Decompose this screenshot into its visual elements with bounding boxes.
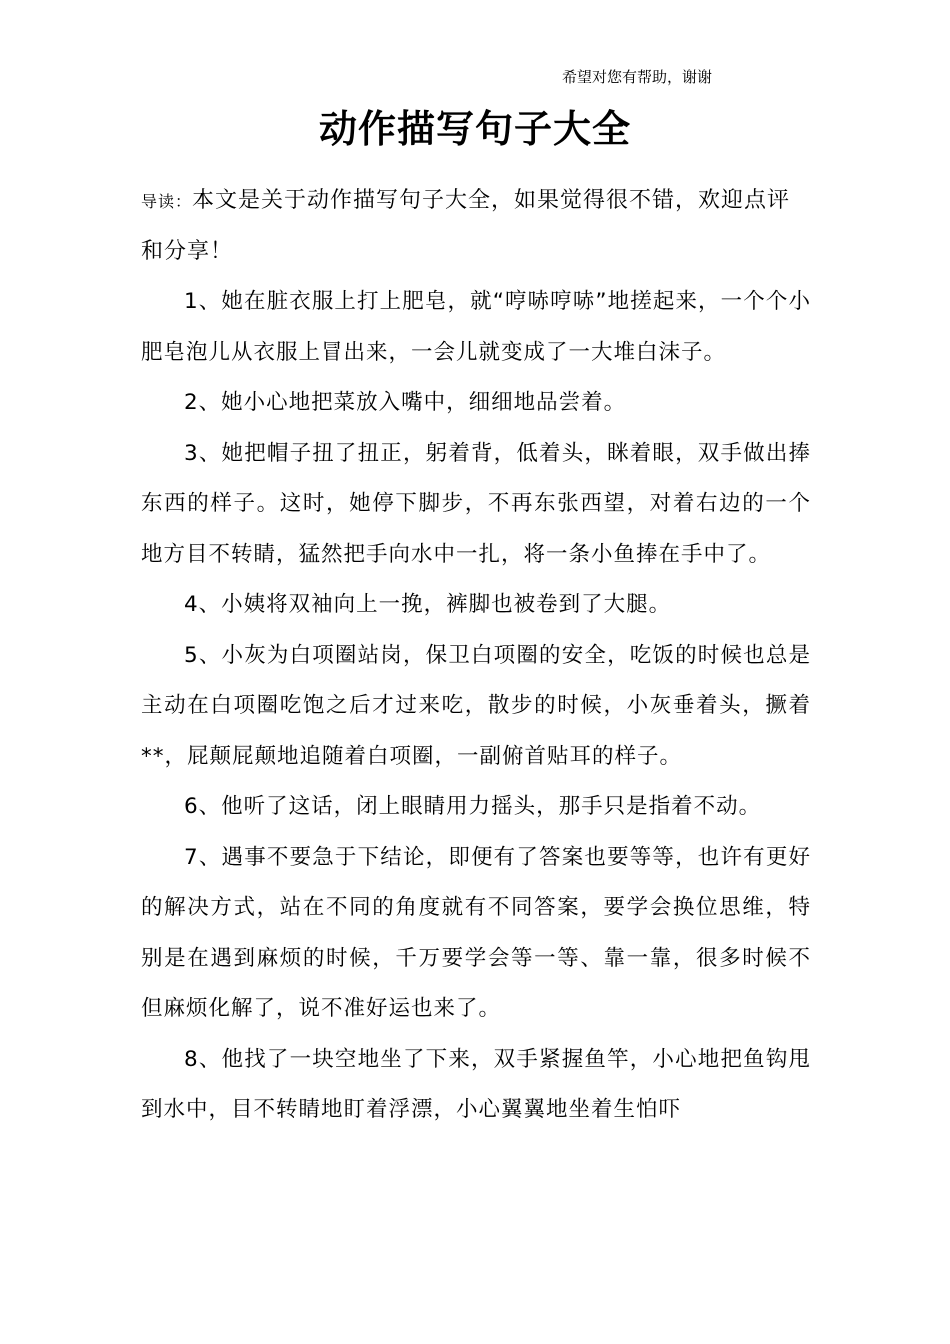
paragraph-8: 8、他找了一块空地坐了下来，双手紧握鱼竿，小心地把鱼钩甩到水中，目不转睛地盯着浮漂，小心翼翼地坐着生怕吓 [141,1046,811,1122]
intro-paragraph [141,176,811,277]
document-title: 动作描写句子大全 [318,107,631,151]
paragraph-5: 5、小灰为白项圈站岗，保卫白项圈的安全，吃饭的时候也总是主动在白项圈吃饱之后才过来吃，散步的时候，小灰垂着头，撅着**，屁颠屁颠地追随着白项圈，一副俯首贴耳的样子。 [141,642,811,769]
paragraph-3: 3、她把帽子扭了扭正，躬着背，低着头，眯着眼，双手做出捧东西的样子。这时，她停下脚步，不再东张西望，对着右边的一个地方目不转睛，猛然把手向水中一扎，将一条小鱼捧在手中了。 [141,440,811,567]
paragraph-2: 2、她小心地把菜放入嘴中，细细地品尝着。 [184,390,627,415]
paragraph-4: 4、小姨将双袖向上一挽，裤脚也被卷到了大腿。 [184,592,672,617]
paragraph-6: 6、他听了这话，闭上眼睛用力摇头，那手只是指着不动。 [184,794,762,819]
intro-label: 导读： [141,192,193,211]
paragraph-1: 1、她在脏衣服上打上肥皂，就“哼哧哼哧”地搓起来，一个个小肥皂泡儿从衣服上冒出来，一会儿就变成了一大堆白沫子。 [141,289,811,365]
paragraph-7: 7、遇事不要急于下结论，即便有了答案也要等等，也许有更好的解决方式，站在不同的角度就有不同答案，要学会换位思维，特别是在遇到麻烦的时候，千万要学会等一等、靠一靠，很多时候不但麻烦化解了，说不准好运也来了。 [141,844,811,1021]
header-note: 希望对您有帮助，谢谢 [562,68,713,86]
document-body [141,176,811,1136]
intro-text: 本文是关于动作描写句子大全，如果觉得很不错，欢迎点评和分享！ [141,188,791,264]
